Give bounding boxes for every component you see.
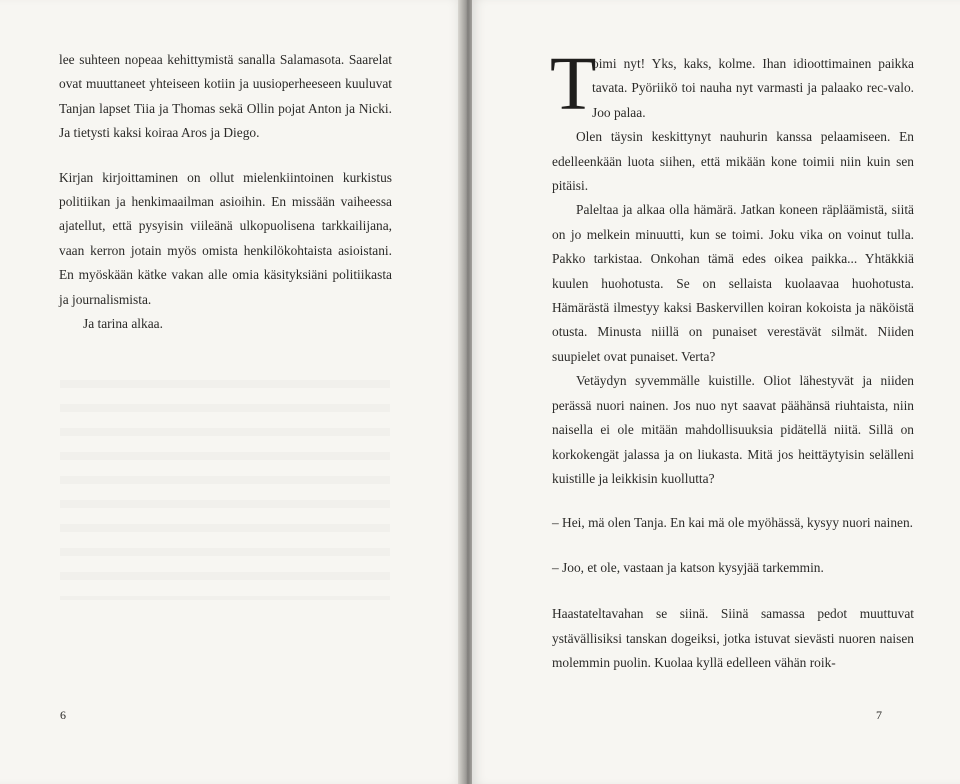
dialogue-line: – Joo, et ole, vastaan ja katson kysyjää tarkemmin.	[552, 559, 824, 575]
left-page	[0, 0, 462, 784]
dialogue-line: – Hei, mä olen Tanja. En kai mä ole myöhässä, kysyy nuori nainen.	[552, 515, 914, 531]
right-page	[472, 0, 960, 784]
left-page-text	[59, 48, 392, 336]
paragraph: Haastateltavahan se siinä. Siinä samassa pedot muuttuvat ystävällisiksi tanskan dogeiksi, jotka istuvat sievästi nuoren naisen molemmin puolin. Kuolaa kyllä edelleen vähän roik-	[552, 606, 914, 670]
paragraph: Ja tarina alkaa.	[83, 316, 163, 332]
paragraph: Paleltaa ja alkaa olla hämärä. Jatkan koneen räpläämistä, siitä on jo melkein minuutti, kun se toimi. Joku vika on voinut tulla. Pakko tarkistaa. Onkohan tämä edes oikea paikka... Yhtäkkiä kuulen huohotusta. Se on sellaista kuolaavaa huohotusta. Hämärästä ilmestyy kaksi Baskervillen koiran kokoista ja näköistä otusta. Minusta niillä on punaiset verestävät silmät. Niiden suupielet ovat punaiset. Verta?	[552, 202, 914, 364]
right-page-text	[550, 42, 914, 675]
page-number: 7	[876, 708, 882, 722]
opening-paragraph	[550, 42, 914, 126]
drop-cap: T	[550, 42, 597, 126]
paragraph: Olen täysin keskittynyt nauhurin kanssa pelaamiseen. En edelleenkään luota siihen, että mikään kone toimii niin kuin sen pitäisi.	[552, 129, 914, 194]
opening-paragraph-text: oimi nyt! Yks, kaks, kolme. Ihan idioottimainen paikka tavata. Pyöriikö toi nauha nyt varmasti ja palaako rec-valo. Joo palaa.	[592, 56, 914, 120]
paragraph: Vetäydyn syvemmälle kuistille. Oliot lähestyvät ja niiden perässä nuori nainen. Jos nuo nyt saavat päähänsä riuhtaista, niin naisella ei ole mitään mahdollisuuksia pidätellä niitä. Sillä on korkokengät jalassa ja on liukasta. Mitä jos heittäytyisin selälleni kuistille ja leikkisin kuollutta?	[552, 373, 914, 486]
show-through-texture	[60, 380, 390, 600]
paragraph: lee suhteen nopeaa kehittymistä sanalla Salamasota. Saarelat ovat muuttaneet yhteiseen kotiin ja uusioperheeseen kuuluvat Tanjan lapset Tiia ja Thomas sekä Ollin pojat Anton ja Nicki. Ja tietysti kaksi koiraa Aros ja Diego.	[59, 52, 392, 141]
page-number: 6	[60, 708, 66, 722]
paragraph: Kirjan kirjoittaminen on ollut mielenkiintoinen kurkistus politiikan ja henkimaailman asioihin. En missään vaiheessa ajatellut, että pysyisin viileänä ulkopuolisena tarkkailijana, vaan kerron jotain myös omista henkilökohtaista asioistani. En myöskään kätke vakan alle omia käsityksiäni politiikasta ja journalismista.	[59, 169, 392, 307]
